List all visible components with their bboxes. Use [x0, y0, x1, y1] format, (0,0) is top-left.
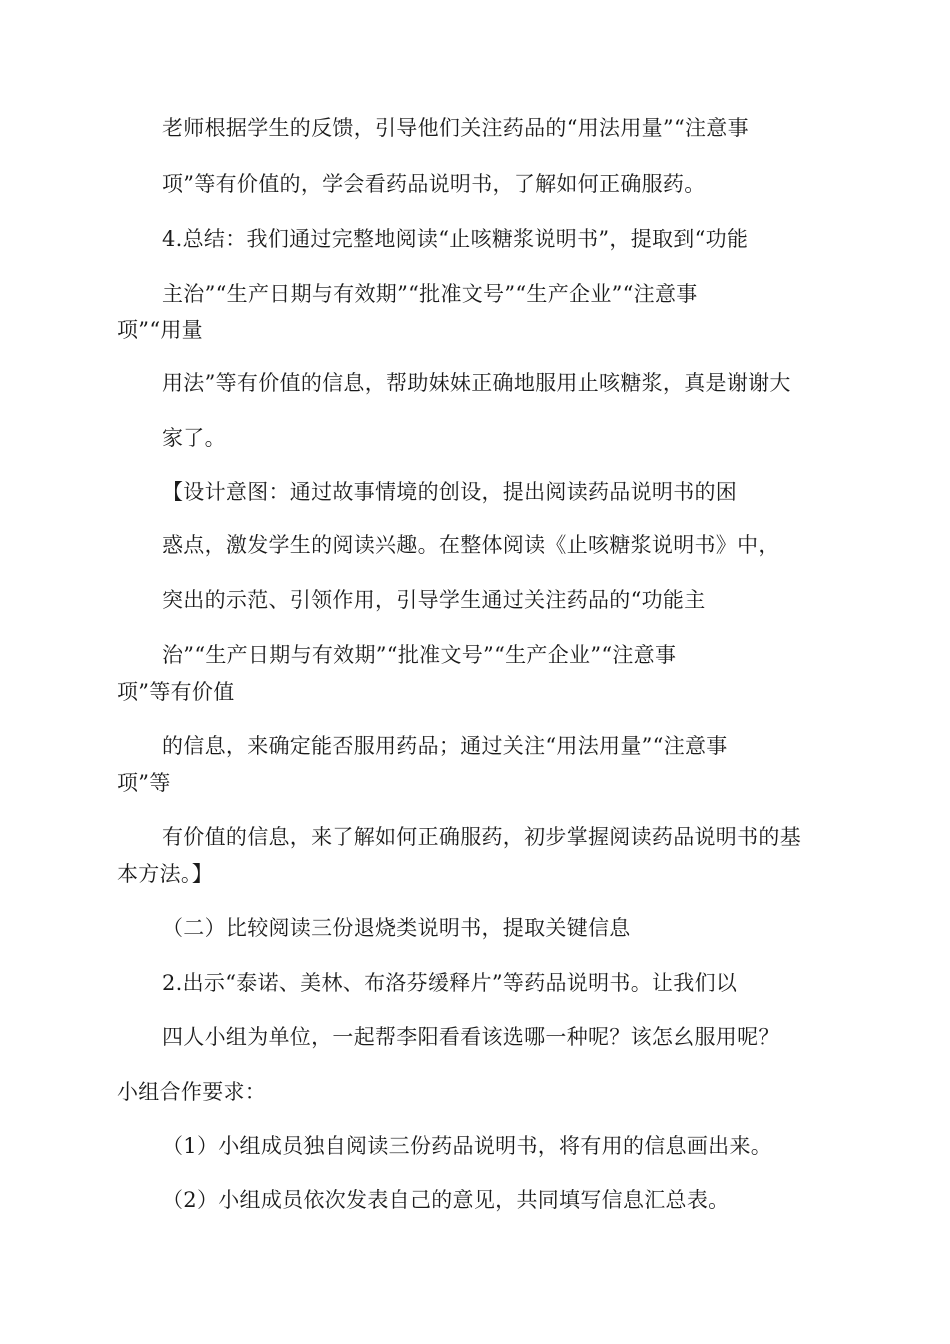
text-line: 老师根据学生的反馈，引导他们关注药品的“用法用量”“注意事 — [162, 116, 749, 140]
section-heading: （二）比较阅读三份退烧类说明书，提取关键信息 — [162, 916, 631, 940]
text-line: 有价值的信息，来了解如何正确服药，初步掌握阅读药品说明书的基 — [162, 825, 801, 849]
text-line: 的信息，来确定能否服用药品；通过关注“用法用量”“注意事 — [162, 734, 728, 758]
design-intent-start: 【设计意图：通过故事情境的创设，提出阅读药品说明书的困 — [162, 480, 738, 504]
text-line: 用法”等有价值的信息，帮助妹妹正确地服用止咳糖浆，真是谢谢大 — [162, 371, 791, 395]
text-line: 项”等 — [117, 771, 171, 795]
text-line: 项”等有价值的，学会看药品说明书，了解如何正确服药。 — [162, 172, 706, 196]
text-line: 项”“用量 — [117, 318, 203, 342]
text-line: 家了。 — [162, 426, 226, 450]
text-line: 本方法。】 — [117, 862, 213, 886]
text-line: 突出的示范、引领作用，引导学生通过关注药品的“功能主 — [162, 588, 706, 612]
text-line: 小组合作要求： — [117, 1080, 267, 1104]
text-line: 惑点，激发学生的阅读兴趣。在整体阅读《止咳糖浆说明书》中， — [162, 533, 780, 557]
text-line: 主治”“生产日期与有效期”“批准文号”“生产企业”“注意事 — [162, 282, 698, 306]
text-line: 治”“生产日期与有效期”“批准文号”“生产企业”“注意事 — [162, 643, 677, 667]
text-line: 四人小组为单位，一起帮李阳看看该选哪一种呢？该怎幺服用呢？ — [162, 1025, 780, 1049]
text-line: 4.总结：我们通过完整地阅读“止咳糖浆说明书”，提取到“功能 — [162, 227, 749, 251]
text-line: 项”等有价值 — [117, 680, 235, 704]
requirement-item: （2）小组成员依次发表自己的意见，共同填写信息汇总表。 — [162, 1188, 730, 1212]
requirement-item: （1）小组成员独自阅读三份药品说明书，将有用的信息画出来。 — [162, 1134, 773, 1158]
text-line: 2.出示“泰诺、美林、布洛芬缓释片”等药品说明书。让我们以 — [162, 971, 738, 995]
